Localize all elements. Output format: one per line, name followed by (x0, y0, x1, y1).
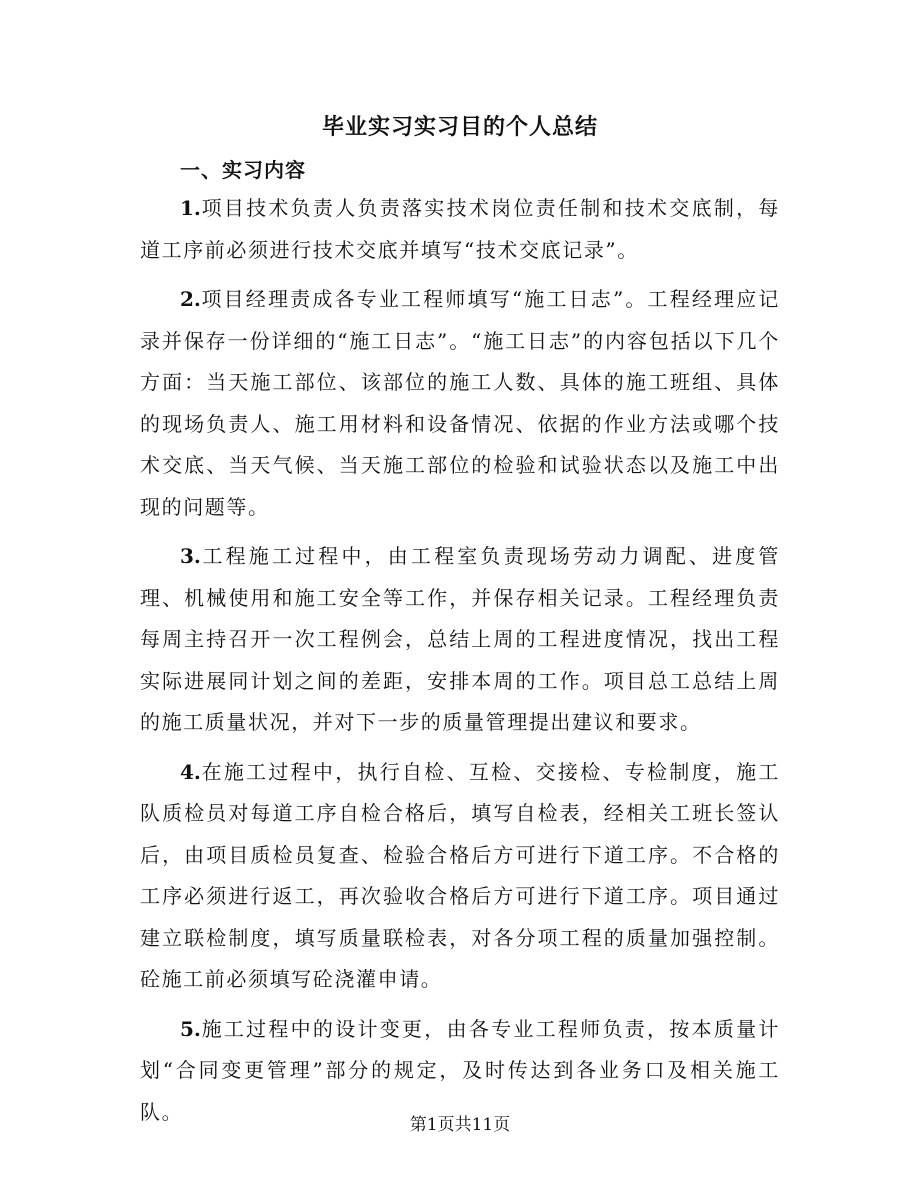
paragraph-text: 施工过程中的设计变更，由各专业工程师负责，按本质量计划“合同变更管理”部分的规定，及时传达到各业务口及相关施工队。 (140, 1016, 780, 1124)
paragraph-number: 2. (180, 287, 201, 311)
paragraph-text: 项目经理责成各专业工程师填写“施工日志”。工程经理应记录并保存一份详细的“施工日志”。“施工日志”的内容包括以下几个方面：当天施工部位、该部位的施工人数、具体的施工班组、具体的现场负责人、施工用材料和设备情况、依据的作业方法或哪个技术交底、当天气候、当天施工部位的检验和试验状态以及施工中出现的问题等。 (140, 287, 780, 519)
document-body (140, 188, 780, 1141)
paragraph-text: 工程施工过程中，由工程室负责现场劳动力调配、进度管理、机械使用和施工安全等工作，并保存相关记录。工程经理负责每周主持召开一次工程例会，总结上周的工程进度情况，找出工程实际进展同计划之间的差距，安排本周的工作。项目总工总结上周的施工质量状况，并对下一步的质量管理提出建议和要求。 (140, 544, 780, 734)
paragraph-4 (140, 752, 780, 1001)
paragraph-number: 5. (180, 1016, 201, 1041)
paragraph-number: 4. (180, 759, 201, 784)
section-heading: 一、实习内容 (180, 158, 306, 182)
paragraph-3 (140, 536, 780, 744)
paragraph-text: 项目技术负责人负责落实技术岗位责任制和技术交底制，每道工序前必须进行技术交底并填写“技术交底记录”。 (140, 196, 780, 262)
paragraph-1 (140, 188, 780, 271)
paragraph-2 (140, 279, 780, 528)
paragraph-text: 在施工过程中，执行自检、互检、交接检、专检制度，施工队质检员对每道工序自检合格后，填写自检表，经相关工班长签认后，由项目质检员复查、检验合格后方可进行下道工序。不合格的工序必须进行返工，再次验收合格后方可进行下道工序。项目通过建立联检制度，填写质量联检表，对各分项工程的质量加强控制。砼施工前必须填写砼浇灌申请。 (140, 759, 780, 991)
document-title: 毕业实习实习目的个人总结 (321, 114, 598, 140)
paragraph-number: 3. (180, 544, 201, 568)
page-footer: 第1页共11页 (409, 1115, 511, 1135)
paragraph-number: 1. (180, 196, 201, 220)
